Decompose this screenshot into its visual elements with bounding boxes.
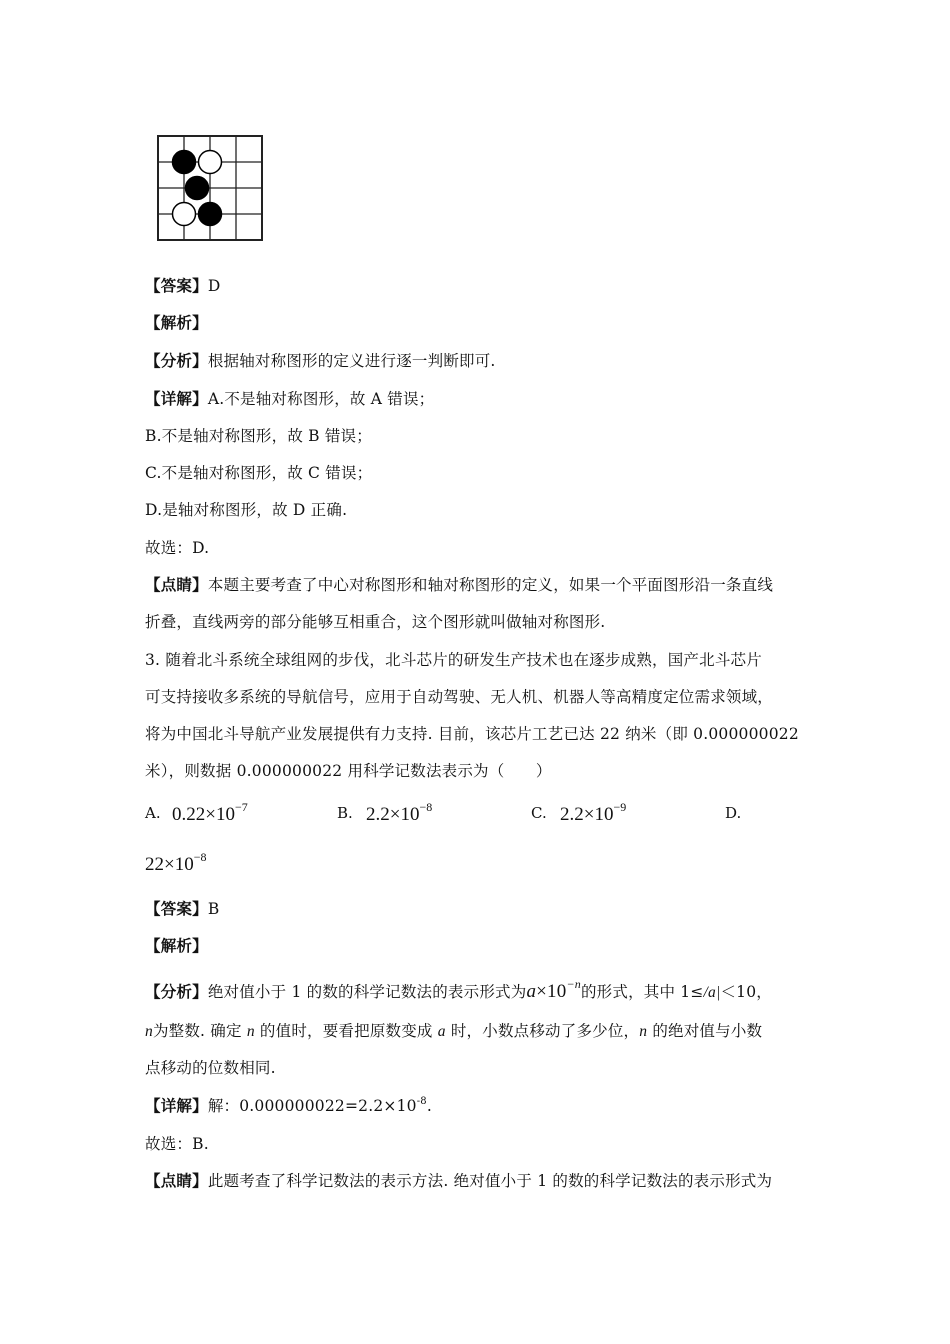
fenxi-tag: 【分析】 — [145, 983, 208, 1001]
option-d-exp: −8 — [193, 850, 207, 864]
option-b-base: 2.2×10 — [366, 804, 420, 825]
black-stone — [199, 203, 222, 226]
go-board-figure — [156, 134, 266, 244]
q3-stem-line3: 将为中国北斗导航产业发展提供有力支持. 目前，该芯片工艺已达 22 纳米（即 0.000000022 — [145, 725, 799, 743]
dianjing-tag: 【点睛】 — [145, 576, 208, 594]
var-a: a — [437, 1023, 446, 1040]
q2-xiangjie-line — [145, 387, 434, 409]
answer-value: D — [207, 277, 221, 295]
q2-choose: 故选：D. — [145, 539, 210, 557]
fenxi-text: 的绝对值与小数 — [647, 1022, 763, 1040]
fenxi-text: 绝对值小于 1 的数的科学记数法的表示形式为 — [207, 983, 527, 1001]
q2-dianjing-line2: 折叠，直线两旁的部分能够互相重合，这个图形就叫做轴对称图形. — [145, 613, 606, 631]
option-a-value — [172, 800, 248, 826]
q3-stem-line1: 3. 随着北斗系统全球组网的步伐，北斗芯片的研发生产技术也在逐步成熟，国产北斗芯片 — [145, 651, 762, 669]
option-a-label: A. — [145, 804, 161, 822]
formula-exp: −n — [566, 977, 581, 991]
option-a-exp: −7 — [234, 800, 248, 814]
formula-a: a — [526, 981, 537, 1002]
fenxi-text: ＜10， — [720, 983, 772, 1001]
analysis-tag: 【解析】 — [145, 314, 208, 332]
fenxi-abs: /a| — [703, 984, 721, 1001]
q2-fenxi-line — [145, 349, 496, 371]
q3-choose: 故选：B. — [145, 1135, 209, 1153]
q3-fenxi-line2 — [145, 1019, 762, 1041]
q3-answer-line — [145, 897, 219, 919]
dianjing-tag: 【点睛】 — [145, 1172, 208, 1190]
q3-analysis-line — [145, 934, 208, 956]
fenxi-text: 根据轴对称图形的定义进行逐一判断即可. — [207, 352, 496, 370]
black-stone — [186, 177, 209, 200]
var-n: n — [246, 1023, 255, 1040]
fenxi-text: 为整数. 确定 — [152, 1022, 247, 1040]
answer-tag: 【答案】 — [145, 900, 208, 918]
option-c-value — [560, 800, 626, 826]
option-c-base: 2.2×10 — [560, 804, 614, 825]
answer-value: B — [207, 900, 220, 918]
q2-dianjing-line1 — [145, 573, 773, 595]
option-a-base: 0.22×10 — [172, 804, 235, 825]
option-b-label: B. — [337, 804, 353, 822]
q3-xiangjie-line — [145, 1094, 432, 1116]
xiangjie-end: . — [426, 1097, 433, 1115]
q2-analysis-line — [145, 311, 208, 333]
var-n: n — [145, 1023, 153, 1040]
xiangjie-text: A.不是轴对称图形，故 A 错误； — [207, 390, 435, 408]
fenxi-text: 的形式，其中 1≤ — [580, 983, 704, 1001]
q3-fenxi-line3: 点移动的位数相同. — [145, 1059, 276, 1077]
option-d-base: 22×10 — [145, 854, 194, 875]
q2-line-c: C.不是轴对称图形，故 C 错误； — [145, 464, 373, 482]
black-stone — [173, 151, 196, 174]
q3-stem-line4: 米），则数据 0.000000022 用科学记数法表示为（ ） — [145, 762, 552, 780]
analysis-tag: 【解析】 — [145, 937, 208, 955]
q2-line-d: D.是轴对称图形，故 D 正确. — [145, 501, 348, 519]
xiangjie-exp: -8 — [416, 1096, 427, 1107]
fenxi-text: 的值时，要看把原数变成 — [254, 1022, 438, 1040]
q2-line-b: B.不是轴对称图形，故 B 错误； — [145, 427, 372, 445]
option-c-exp: −9 — [613, 800, 627, 814]
white-stone — [199, 151, 222, 174]
formula-mid: ×10 — [536, 981, 567, 1002]
xiangjie-tag: 【详解】 — [145, 390, 208, 408]
option-b-value — [366, 800, 432, 826]
q3-fenxi-line1 — [145, 977, 772, 1003]
fenxi-tag: 【分析】 — [145, 352, 208, 370]
option-d-label: D. — [725, 804, 742, 822]
q3-dianjing-line — [145, 1169, 772, 1191]
fenxi-formula — [526, 977, 581, 1002]
xiangjie-tag: 【详解】 — [145, 1097, 208, 1115]
option-c-label: C. — [531, 804, 547, 822]
answer-tag: 【答案】 — [145, 277, 208, 295]
dianjing-text: 此题考查了科学记数法的表示方法. 绝对值小于 1 的数的科学记数法的表示形式为 — [207, 1172, 773, 1190]
option-b-exp: −8 — [419, 800, 433, 814]
var-n: n — [639, 1023, 648, 1040]
option-d-value — [145, 850, 207, 876]
dianjing-text: 本题主要考查了中心对称图形和轴对称图形的定义，如果一个平面图形沿一条直线 — [207, 576, 774, 594]
q3-stem-line2: 可支持接收多系统的导航信号，应用于自动驾驶、无人机、机器人等高精度定位需求领域， — [145, 688, 774, 706]
q2-answer-line — [145, 274, 220, 296]
white-stone — [173, 203, 196, 226]
xiangjie-text: 解：0.000000022=2.2×10 — [207, 1097, 417, 1115]
fenxi-text: 时，小数点移动了多少位， — [445, 1022, 640, 1040]
